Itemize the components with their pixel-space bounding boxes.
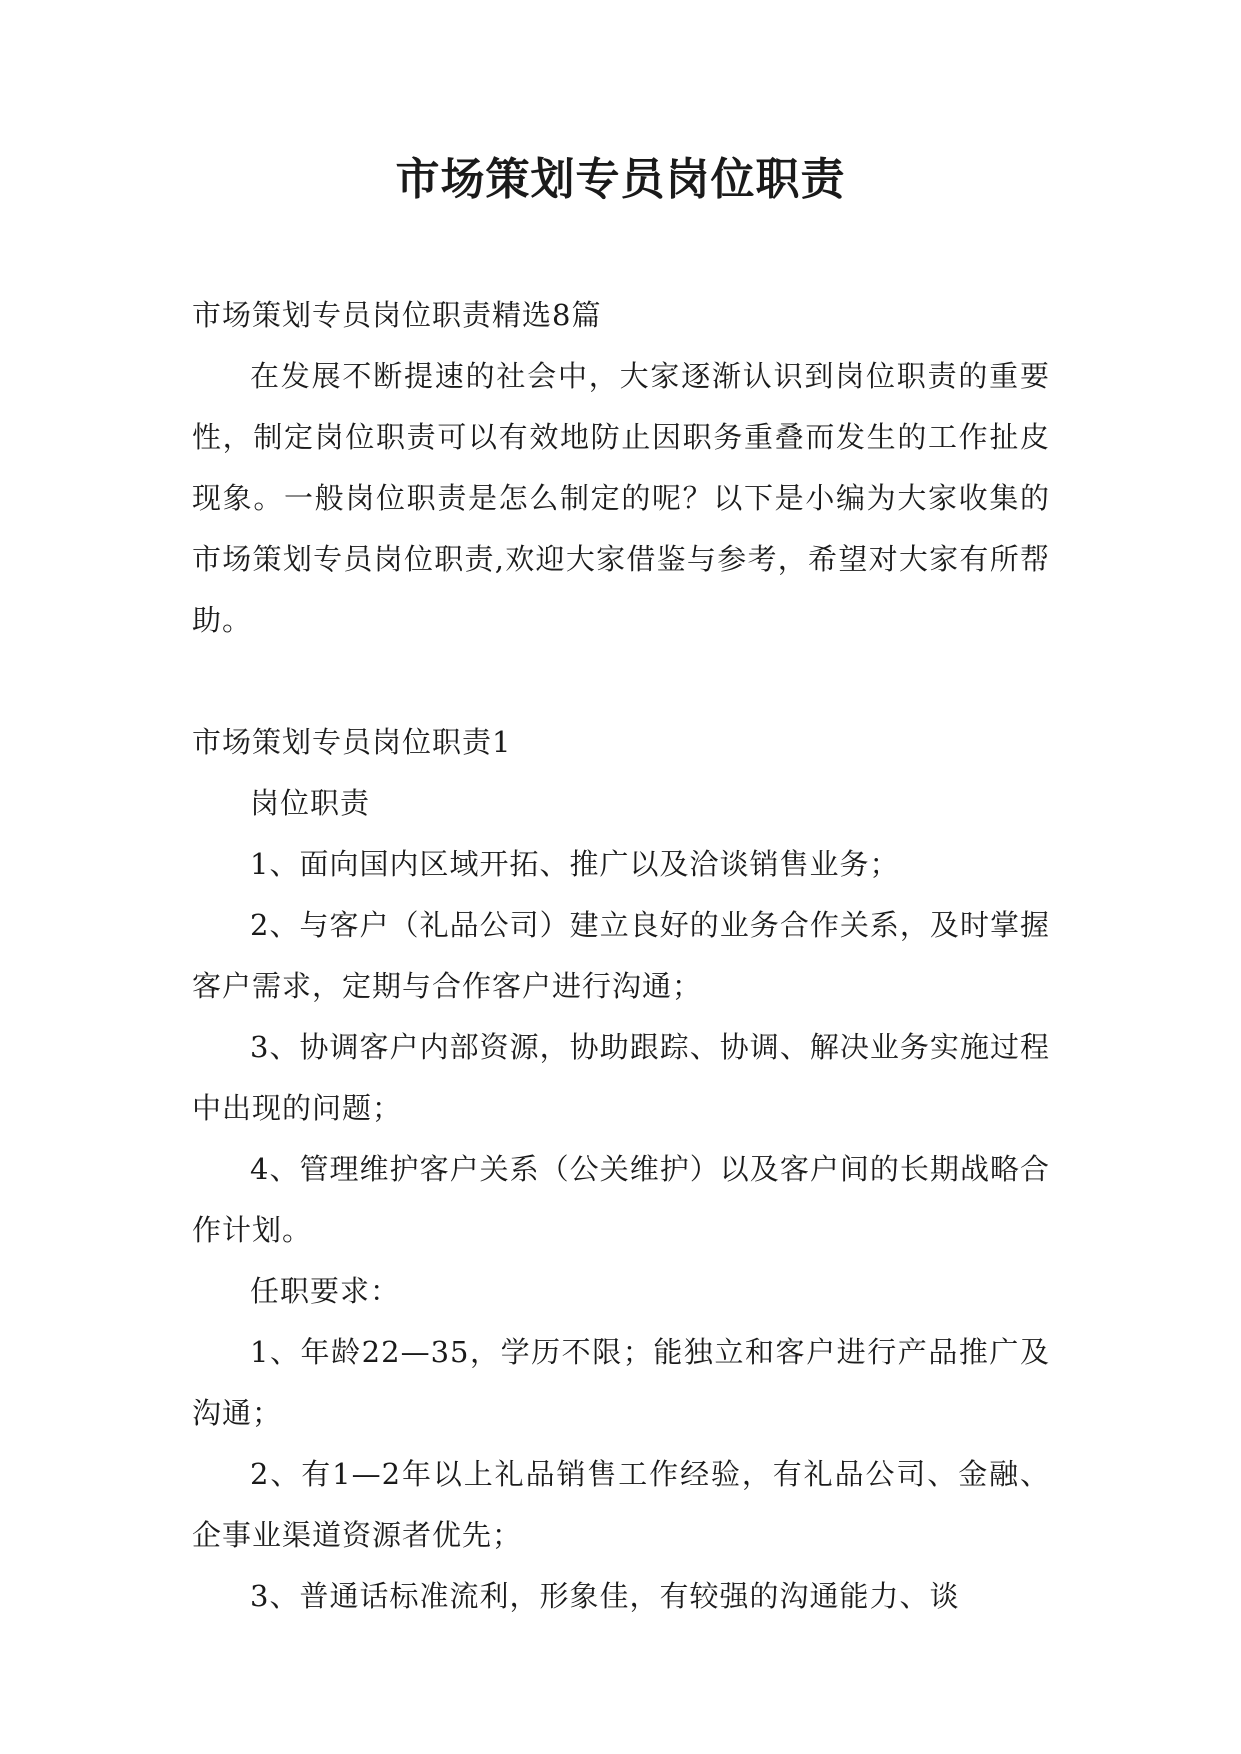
duty-item-4: 4、管理维护客户关系（公关维护）以及客户间的长期战略合作计划。 bbox=[192, 1152, 1050, 1247]
requirements-label: 任职要求： bbox=[250, 1274, 401, 1308]
requirement-item-1: 1、年龄22—35，学历不限；能独立和客户进行产品推广及沟通； bbox=[192, 1335, 1050, 1430]
document-title: 市场策划专员岗位职责 bbox=[395, 154, 846, 205]
requirement-item-3: 3、普通话标准流利，形象佳，有较强的沟通能力、谈 bbox=[250, 1579, 960, 1613]
intro-paragraph: 在发展不断提速的社会中，大家逐渐认识到岗位职责的重要性，制定岗位职责可以有效地防止因职务重叠而发生的工作扯皮现象。一般岗位职责是怎么制定的呢？以下是小编为大家收集的市场策划专员岗位职责,欢迎大家借鉴与参考，希望对大家有所帮助。 bbox=[192, 359, 1050, 637]
duty-item-2: 2、与客户（礼品公司）建立良好的业务合作关系，及时掌握客户需求，定期与合作客户进行沟通； bbox=[192, 908, 1050, 1003]
duty-item-3: 3、协调客户内部资源，协助跟踪、协调、解决业务实施过程中出现的问题； bbox=[192, 1030, 1050, 1125]
document-subtitle: 市场策划专员岗位职责精选8篇 bbox=[192, 298, 602, 332]
section-heading: 市场策划专员岗位职责1 bbox=[192, 725, 512, 759]
section-spacer bbox=[192, 651, 1050, 712]
document-body bbox=[192, 285, 1050, 1627]
duty-item-1: 1、面向国内区域开拓、推广以及洽谈销售业务； bbox=[250, 847, 900, 881]
duties-label: 岗位职责 bbox=[250, 786, 371, 820]
requirement-item-2: 2、有1—2年以上礼品销售工作经验，有礼品公司、金融、企事业渠道资源者优先； bbox=[192, 1457, 1050, 1552]
